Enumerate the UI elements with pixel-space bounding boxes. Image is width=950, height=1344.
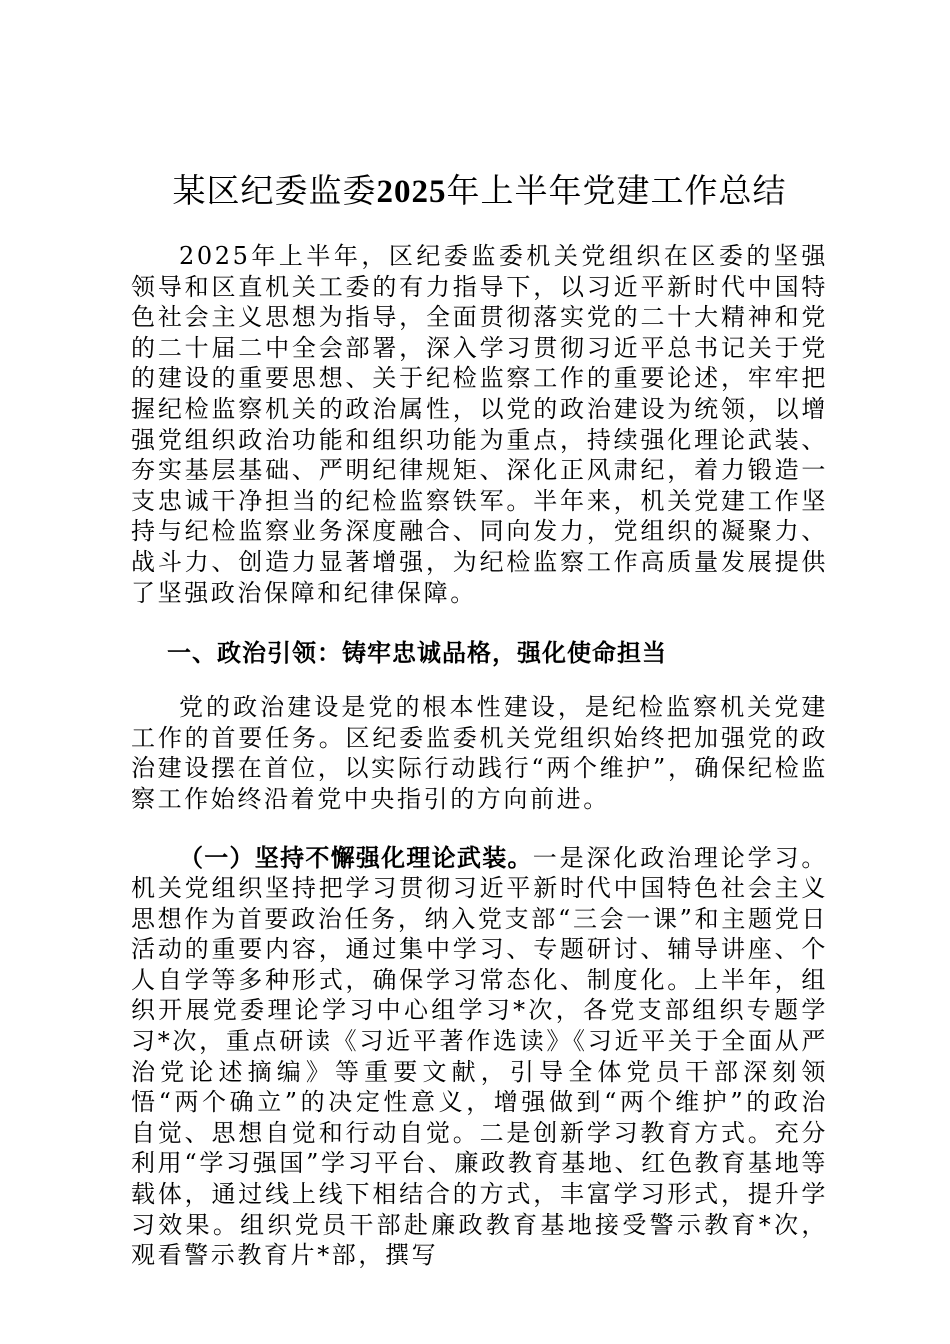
subsection-1-paragraph <box>131 843 828 1271</box>
section-1-paragraph: 党的政治建设是党的根本性建设，是纪检监察机关党建工作的首要任务。区纪委监委机关党组织始终把加强党的政治建设摆在首位，以实际行动践行“两个维护”，确保纪检监察工作始终沿着党中央指引的方向前进。 <box>131 693 828 813</box>
document-title <box>111 165 848 218</box>
intro-paragraph: 2025年上半年，区纪委监委机关党组织在区委的坚强领导和区直机关工委的有力指导下，以习近平新时代中国特色社会主义思想为指导，全面贯彻落实党的二十大精神和党的二十届二中全会部署，深入学习贯彻习近平总书记关于党的建设的重要思想、关于纪检监察工作的重要论述，牢牢把握纪检监察机关的政治属性，以党的政治建设为统领，以增强党组织政治功能和组织功能为重点，持续强化理论武装、夯实基层基础、严明纪律规矩、深化正风肃纪，着力锻造一支忠诚干净担当的纪检监察铁军。半年来，机关党建工作坚持与纪检监察业务深度融合、同向发力，党组织的凝聚力、战斗力、创造力显著增强，为纪检监察工作高质量发展提供了坚强政治保障和纪律保障。 <box>131 242 828 607</box>
subsection-1-heading: （一）坚持不懈强化理论武装。 <box>179 843 533 872</box>
title-prefix: 某区纪委监委 <box>172 171 377 210</box>
subsection-1-body: 一是深化政治理论学习。机关党组织坚持把学习贯彻习近平新时代中国特色社会主义思想作为首要政治任务，纳入党支部“三会一课”和主题党日活动的重要内容，通过集中学习、专题研讨、辅导讲座、个人自学等多种形式，确保学习常态化、制度化。上半年，组织开展党委理论学习中心组学习*次，各党支部组织专题学习*次，重点研读《习近平著作选读》《习近平关于全面从严治党论述摘编》等重要文献，引导全体党员干部深刻领悟“两个确立”的决定性意义，增强做到“两个维护”的政治自觉、思想自觉和行动自觉。二是创新学习教育方式。充分利用“学习强国”学习平台、廉政教育基地、红色教育基地等载体，通过线上线下相结合的方式，丰富学习形式，提升学习效果。组织党员干部赴廉政教育基地接受警示教育*次，观看警示教育片*部，撰写 <box>131 843 828 1270</box>
section-1-heading: 一、政治引领：铸牢忠诚品格，强化使命担当 <box>167 639 667 668</box>
title-year: 2025 <box>376 174 447 210</box>
title-suffix: 年上半年党建工作总结 <box>446 171 787 210</box>
document-page <box>131 165 828 1271</box>
